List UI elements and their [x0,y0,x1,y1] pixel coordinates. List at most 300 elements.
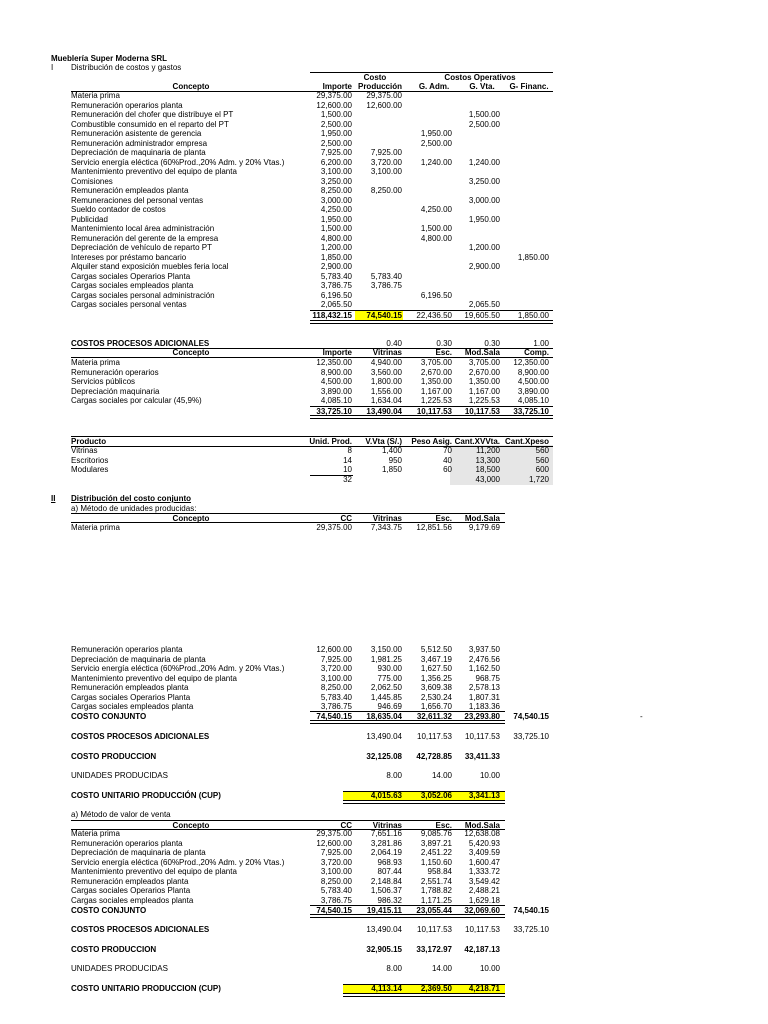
costo-conjunto-value: 32,611.32 [416,712,452,721]
meth-row-value: 7,343.75 [370,523,402,532]
meth-row-value: 2,476.56 [468,654,500,664]
row-vta: 1,200.00 [468,243,500,252]
adic-row-value: 3,705.00 [420,358,452,367]
adic-h-concepto: Concepto [172,348,210,357]
row-concepto: Cargas sociales personal administración [71,290,215,300]
costo-conjunto-value: 32,069.60 [464,906,500,915]
row-concepto: Remuneración asistente de gerencia [71,129,202,138]
meth-row-value: 2,064.19 [370,848,402,857]
row-concepto: Intereses por préstamo bancario [71,252,187,262]
meth-row-value: 1,162.50 [468,664,500,673]
adic-total: 13,490.04 [366,407,402,416]
adic-total: 10,117.53 [416,407,452,416]
meth-h-col: Vitrinas [372,514,402,523]
rule [310,72,553,73]
meth-h-col: Mod.Sala [464,514,500,523]
produccion-value: 42,187.13 [464,944,500,954]
prod-row-value: 600 [535,465,549,474]
cup-value: 4,015.63 [370,790,402,800]
adic-row-value: 1,225.53 [420,396,452,405]
meth-h-col: Vitrinas [372,821,402,830]
prod-h-col: Cant.Xpeso [504,437,549,446]
meth-row-value: 3,549.42 [468,876,500,886]
meth-row-value: 930.00 [377,664,402,673]
meth-row-value: 986.32 [377,895,402,905]
double-rule [343,993,505,997]
meth-h-col: CC [340,821,352,830]
meth-row-concepto: Remuneración empleados planta [71,876,189,886]
row-concepto: Remuneración operarios planta [71,100,183,110]
prod-h-col: Cant.XVVta. [454,437,500,446]
costo-conjunto-value: 74,540.15 [316,906,352,915]
cup-value: 4,218.71 [468,983,500,993]
row-importe: 2,900.00 [320,262,352,271]
prod-row-value: 18,500 [475,465,500,474]
double-rule [310,720,505,724]
row-importe: 4,800.00 [320,233,352,243]
meth-row-value: 12,600.00 [316,838,352,848]
factor: 0.30 [436,339,452,348]
row-importe: 1,500.00 [320,224,352,233]
adic-row-value: 2,670.00 [420,367,452,377]
double-rule [310,914,505,918]
meth-row-value: 12,600.00 [316,645,352,654]
row-concepto: Remuneración administrador empresa [71,138,208,148]
meth-row-value: 2,578.13 [468,683,500,692]
row-concepto: Sueldo contador de costos [71,205,166,214]
meth-row-value: 1,183.36 [468,702,500,711]
row-vta: 1,500.00 [468,110,500,119]
adic-row-value: 1,350.00 [468,377,500,386]
row-prod: 3,720.00 [370,157,402,167]
adic-row-concepto: Remuneración operarios [71,367,159,377]
adic-row-value: 1,556.00 [370,386,402,396]
prod-h-col: V.Vta (S/.) [365,437,402,446]
costo-conjunto-value: 18,635.04 [366,712,402,721]
row-concepto: Comisiones [71,176,113,186]
prod-row-value: 560 [535,446,549,455]
stray-dash: - [640,712,643,721]
row-importe: 1,850.00 [320,252,352,262]
row-prod: 3,786.75 [370,281,402,290]
adic-row-value: 1,800.00 [370,377,402,386]
row-importe: 1,500.00 [320,110,352,119]
adicionales-value: 10,117.53 [465,732,500,741]
adic-row-value: 1,350.00 [420,377,452,386]
meth-row-value: 29,375.00 [316,523,352,532]
adicionales-title: COSTOS PROCESOS ADICIONALES [71,339,210,348]
adic-row-value: 4,085.10 [517,396,549,405]
adicionales-value: 10,117.53 [417,732,452,741]
meth-row-concepto: Depreciación de maquinaria de planta [71,848,206,857]
row-importe: 3,000.00 [320,195,352,205]
cup-value: 3,341.13 [468,790,500,800]
row-adm: 1,240.00 [420,157,452,167]
meth-h-col: Mod.Sala [464,821,500,830]
produccion-value: 32,125.08 [366,751,402,761]
prod-row-value: 11,200 [476,446,500,455]
adic-row-value: 4,085.10 [320,396,352,405]
meth-row-value: 3,609.38 [420,683,452,692]
row-concepto: Servicio energía eléctica (60%Prod.,20% Adm. y 20% Vtas.) [71,157,285,167]
factor: 0.40 [386,339,402,348]
meth-row-concepto: Servicio energía eléctica (60%Prod.,20% Adm. y 20% Vtas.) [71,664,285,673]
meth-row-value: 1,150.60 [420,857,452,867]
meth-row-concepto: Cargas sociales empleados planta [71,895,194,905]
adic-row-concepto: Materia prima [71,358,120,367]
meth-row-concepto: Depreciación de maquinaria de planta [71,654,206,664]
row-vta: 2,900.00 [468,262,500,271]
row-importe: 3,786.75 [320,281,352,290]
meth-row-concepto: Remuneración operarios planta [71,838,183,848]
col-concepto: Concepto [172,82,210,91]
row-importe: 1,200.00 [320,243,352,252]
row-importe: 5,783.40 [320,271,352,281]
adic-row-value: 1,167.00 [420,386,452,396]
prod-row-value: 14 [343,455,352,465]
prod-row-value: 70 [443,446,452,455]
cup-value: 4,113.14 [371,983,402,993]
adic-h-importe: Importe [322,348,352,357]
meth-row-value: 1,788.82 [420,886,452,895]
meth-row-value: 958.84 [427,867,452,876]
method-a-subtitle: a) Método de unidades producidas: [71,504,197,513]
meth-row-concepto: Mantenimiento preventivo del equipo de planta [71,673,237,683]
row-vta: 1,240.00 [468,157,500,167]
company-name: Mueblería Super Moderna SRL [51,54,168,63]
meth-row-value: 1,333.72 [468,867,500,876]
adic-row-value: 8,900.00 [320,367,352,377]
costo-conjunto-value: 19,415.11 [366,906,402,915]
meth-row-concepto: Materia prima [71,829,120,838]
meth-h-concepto: Concepto [172,821,210,830]
costo-conjunto-value: 23,293.80 [464,712,500,721]
costo-conjunto-value: 74,540.15 [316,712,352,721]
adic-row-concepto: Cargas sociales por calcular (45,9%) [71,396,202,405]
row-importe: 2,500.00 [320,119,352,129]
meth-row-value: 2,062.50 [370,683,402,692]
row-importe: 3,100.00 [320,167,352,176]
meth-row-concepto: Mantenimiento preventivo del equipo de planta [71,867,237,876]
adic-row-value: 4,500.00 [320,377,352,386]
row-vta: 2,500.00 [468,119,500,129]
row-importe: 8,250.00 [320,186,352,195]
meth-row-value: 29,375.00 [316,829,352,838]
adic-total: 33,725.10 [513,407,549,416]
meth-row-concepto: Servicio energía eléctica (60%Prod.,20% Adm. y 20% Vtas.) [71,857,285,867]
row-prod: 12,600.00 [366,100,402,110]
prod-row-name: Vitrinas [71,446,98,455]
meth-row-value: 7,925.00 [320,848,352,857]
meth-row-value: 3,786.75 [320,702,352,711]
unidades-value: 10.00 [479,964,500,973]
adic-row-value: 3,890.00 [517,386,549,396]
adic-row-concepto: Depreciación maquinaria [71,386,160,396]
meth-row-value: 1,656.70 [420,702,452,711]
prod-row-value: 40 [443,455,452,465]
adic-row-value: 1,634.04 [370,396,402,405]
adic-row-value: 3,890.00 [320,386,352,396]
meth-row-value: 3,281.86 [370,838,402,848]
row-fin: 1,850.00 [517,252,549,262]
meth-h-concepto: Concepto [172,514,210,523]
adic-row-value: 4,940.00 [370,358,402,367]
adicionales-value: 10,117.53 [465,925,500,934]
unidades-value: 14.00 [431,771,452,780]
meth-h-col: CC [340,514,352,523]
meth-row-value: 968.93 [377,857,402,867]
meth-row-value: 3,937.50 [468,645,500,654]
meth-row-value: 3,409.59 [468,848,500,857]
unidades-label: UNIDADES PRODUCIDAS [71,964,168,973]
prod-h-producto: Producto [71,437,107,446]
meth-row-concepto: Remuneración empleados planta [71,683,189,692]
row-concepto: Mantenimiento local área administración [71,224,215,233]
meth-row-value: 3,897.21 [420,838,452,848]
row-concepto: Alquiler stand exposición muebles feria local [71,262,229,271]
meth-row-value: 12,638.08 [464,829,500,838]
produccion-value: 33,172.97 [416,944,452,954]
adic-row-value: 2,670.00 [468,367,500,377]
adicionales-label: COSTOS PROCESOS ADICIONALES [71,925,210,934]
meth-row-value: 3,150.00 [370,645,402,654]
row-adm: 6,196.50 [420,290,452,300]
row-adm: 1,500.00 [420,224,452,233]
adic-h-vitrinas: Vitrinas [372,348,402,357]
row-importe: 6,200.00 [320,157,352,167]
col-operativos: Costos Operativos [444,73,516,82]
meth-row-concepto: Remuneración operarios planta [71,645,183,654]
row-concepto: Cargas sociales empleados planta [71,281,194,290]
prod-h-col: Peso Asig. [411,437,452,446]
produccion-value: 33,411.33 [464,751,500,761]
row-prod: 3,100.00 [370,167,402,176]
costo-conjunto-check: 74,540.15 [513,712,549,721]
meth-row-value: 2,551.74 [420,876,452,886]
row-vta: 3,250.00 [468,176,500,186]
meth-row-concepto: Cargas sociales empleados planta [71,702,194,711]
meth-h-col: Esc. [435,821,452,830]
produccion-value: 42,728.85 [416,751,452,761]
factor: 0.30 [484,339,500,348]
meth-row-value: 5,512.50 [420,645,452,654]
double-rule [343,800,505,804]
meth-row-value: 946.69 [377,702,402,711]
adic-row-value: 8,900.00 [517,367,549,377]
row-adm: 4,800.00 [420,233,452,243]
row-importe: 2,065.50 [320,300,352,309]
productos-total-unid: 32 [343,475,352,484]
row-prod: 7,925.00 [370,148,402,157]
adic-h-comp: Comp. [524,348,549,357]
method-b-subtitle: a) Método de valor de venta [71,810,171,819]
row-importe: 6,196.50 [320,290,352,300]
row-concepto: Cargas sociales Operarios Planta [71,271,191,281]
meth-row-value: 775.00 [377,673,402,683]
adic-row-value: 1,167.00 [468,386,500,396]
meth-row-value: 7,651.16 [370,829,402,838]
row-concepto: Mantenimiento preventivo del equipo de planta [71,167,237,176]
adicionales-value: 13,490.04 [366,732,402,741]
row-importe: 1,950.00 [320,214,352,224]
adicionales-total: 33,725.10 [513,925,549,934]
meth-row-value: 1,981.25 [370,654,402,664]
adic-h-esc: Esc. [435,348,452,357]
meth-row-concepto: Materia prima [71,523,120,532]
row-concepto: Remuneración del gerente de la empresa [71,233,219,243]
meth-row-value: 1,445.85 [370,692,402,702]
costo-conjunto-label: COSTO CONJUNTO [71,906,147,915]
meth-row-value: 807.44 [377,867,402,876]
prod-row-value: 1,400 [381,446,402,455]
meth-row-value: 3,720.00 [320,857,352,867]
meth-row-value: 12,851.56 [416,523,452,532]
double-rule [310,415,553,419]
meth-row-value: 9,179.69 [468,523,500,532]
cup-value: 2,369.50 [420,983,452,993]
meth-row-value: 9,085.76 [420,829,452,838]
row-concepto: Depreciación de maquinaria de planta [71,148,206,157]
produccion-label: COSTO PRODUCCION [71,751,157,761]
row-concepto: Remuneración empleados planta [71,186,189,195]
meth-row-value: 5,783.40 [320,692,352,702]
adic-row-value: 3,560.00 [370,367,402,377]
row-concepto: Remuneración del chofer que distribuye el PT [71,110,234,119]
factor: 1.00 [533,339,549,348]
meth-row-value: 1,356.25 [420,673,452,683]
adic-total: 10,117.53 [464,407,500,416]
prod-row-value: 1,850 [381,465,402,474]
col-vta: G. Vta. [469,82,495,91]
meth-row-value: 8,250.00 [320,683,352,692]
meth-row-value: 5,420.93 [468,838,500,848]
col-financ: G- Financ. [509,82,549,91]
row-concepto: Publicidad [71,214,108,224]
prod-row-name: Escritorios [71,455,109,465]
total-prod: 74,540.15 [366,311,402,320]
adic-row-value: 4,500.00 [517,377,549,386]
row-concepto: Depreciación de vehículo de reparto PT [71,243,212,252]
adicionales-total: 33,725.10 [513,732,549,741]
meth-row-value: 2,530.24 [420,692,452,702]
prod-row-name: Modulares [71,465,109,474]
total-adm: 22,436.50 [416,311,452,320]
row-concepto: Combustible consumido en el reparto del PT [71,119,229,129]
row-importe: 4,250.00 [320,205,352,214]
prod-row-value: 8 [347,446,352,455]
meth-row-concepto: Cargas sociales Operarios Planta [71,692,191,702]
row-concepto: Remuneraciones del personal ventas [71,195,204,205]
meth-row-value: 2,451.22 [420,848,452,857]
adicionales-label: COSTOS PROCESOS ADICIONALES [71,732,210,741]
col-importe: Importe [322,82,352,91]
row-concepto: Cargas sociales personal ventas [71,300,187,309]
meth-row-value: 8,250.00 [320,876,352,886]
adicionales-value: 13,490.04 [366,925,402,934]
adicionales-value: 10,117.53 [417,925,452,934]
section1-title: Distribución de costos y gastos [71,63,182,72]
total-importe: 118,432.15 [312,311,352,320]
meth-row-value: 3,100.00 [320,673,352,683]
col-costo-bottom: Producción [357,82,402,91]
meth-row-value: 1,506.37 [370,886,402,895]
meth-row-concepto: Cargas sociales Operarios Planta [71,886,191,895]
adic-total: 33,725.10 [316,407,352,416]
row-concepto: Materia prima [71,91,120,100]
section2-number: II [51,494,56,503]
adic-row-value: 1,225.53 [468,396,500,405]
meth-row-value: 3,467.19 [420,654,452,664]
meth-row-value: 5,783.40 [320,886,352,895]
cup-label: COSTO UNITARIO PRODUCCIÓN (CUP) [71,790,221,800]
meth-h-col: Esc. [435,514,452,523]
meth-row-value: 2,488.21 [468,886,500,895]
row-adm: 1,950.00 [420,129,452,138]
row-importe: 29,375.00 [316,91,352,100]
prod-row-value: 950 [388,455,402,465]
cup-label: COSTO UNITARIO PRODUCCION (CUP) [71,983,221,993]
row-importe: 7,925.00 [320,148,352,157]
row-vta: 1,950.00 [468,214,500,224]
section2-title: Distribución del costo conjunto [71,494,191,503]
col-costo-top: Costo [363,73,387,82]
costo-conjunto-value: 23,055.44 [416,906,452,915]
row-importe: 2,500.00 [320,138,352,148]
adic-row-value: 12,350.00 [316,358,352,367]
meth-row-value: 3,720.00 [320,664,352,673]
prod-row-value: 60 [443,465,452,474]
meth-row-value: 1,627.50 [420,664,452,673]
prod-row-value: 560 [535,455,549,465]
row-adm: 4,250.00 [420,205,452,214]
productos-total-xvvta: 43,000 [475,475,500,484]
row-importe: 12,600.00 [316,100,352,110]
total-vta: 19,605.50 [464,311,500,320]
meth-row-value: 1,629.18 [468,895,500,905]
unidades-value: 14.00 [431,964,452,973]
row-importe: 1,950.00 [320,129,352,138]
unidades-label: UNIDADES PRODUCIDAS [71,771,168,780]
adic-row-concepto: Servicios públicos [71,377,136,386]
produccion-value: 32,905.15 [366,944,402,954]
adic-h-modsala: Mod.Sala [464,348,500,357]
cup-value: 3,052.06 [420,790,452,800]
unidades-value: 10.00 [479,771,500,780]
adic-row-value: 12,350.00 [513,358,549,367]
total-fin: 1,850.00 [517,311,549,320]
meth-row-value: 3,100.00 [320,867,352,876]
meth-row-value: 1,171.25 [420,895,452,905]
produccion-label: COSTO PRODUCCION [71,944,157,954]
row-vta: 3,000.00 [468,195,500,205]
meth-row-value: 7,925.00 [320,654,352,664]
prod-row-value: 10 [343,465,352,474]
costo-conjunto-label: COSTO CONJUNTO [71,712,147,721]
prod-row-value: 13,300 [475,455,500,465]
row-prod: 29,375.00 [366,91,402,100]
prod-h-col: Unid. Prod. [309,437,352,446]
productos-total-xpeso: 1,720 [528,475,549,484]
row-importe: 3,250.00 [320,176,352,186]
adic-row-value: 3,705.00 [468,358,500,367]
unidades-value: 8.00 [386,964,402,973]
row-prod: 5,783.40 [370,271,402,281]
meth-row-value: 2,148.84 [370,876,402,886]
meth-row-value: 3,786.75 [320,895,352,905]
meth-row-value: 968.75 [475,673,500,683]
double-rule [310,320,553,324]
meth-row-value: 1,600.47 [468,857,500,867]
